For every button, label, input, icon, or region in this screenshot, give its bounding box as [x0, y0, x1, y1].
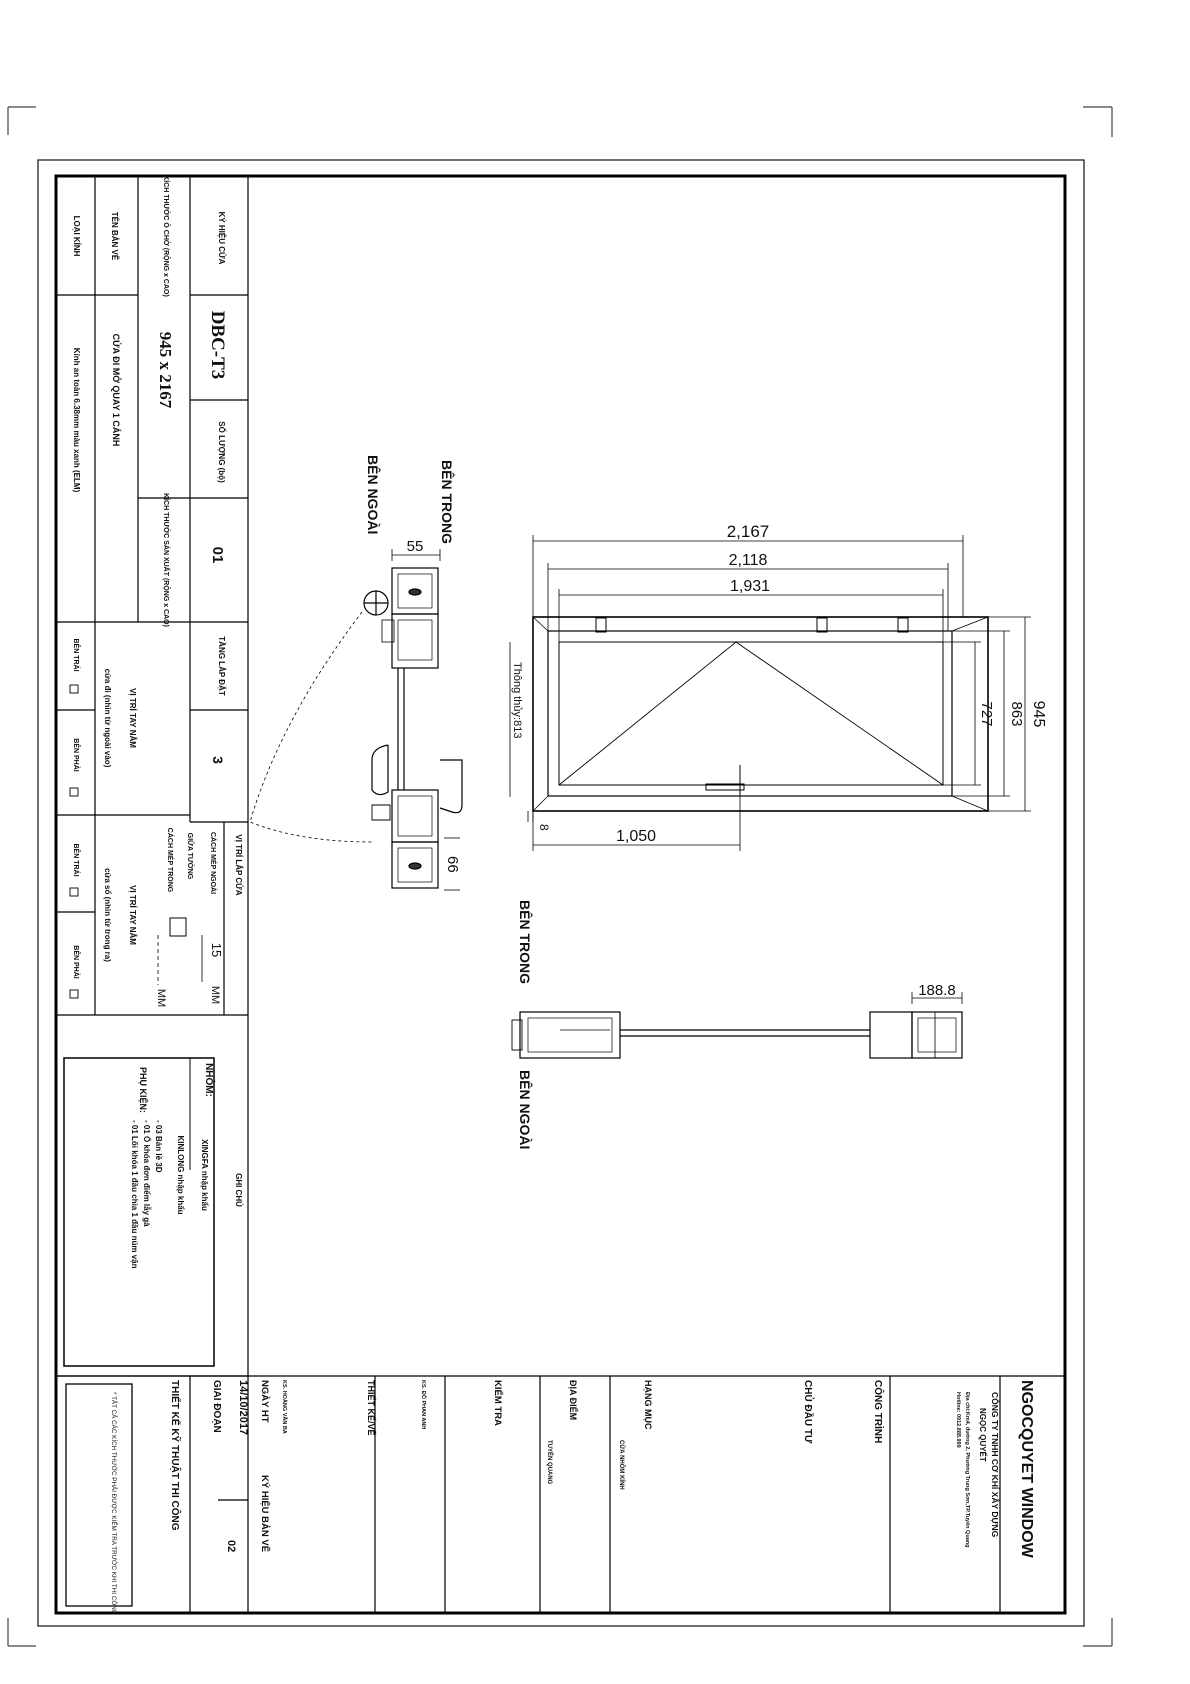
- notes-label: GHI CHÚ: [234, 1173, 243, 1207]
- date-value: 14/10/2017: [237, 1380, 249, 1436]
- wall-center-checkbox[interactable]: [170, 918, 186, 936]
- spec-table-texts: [72, 175, 243, 1268]
- door-code-label: KÝ HIỆU CỬA: [217, 211, 226, 265]
- window-left-checkbox[interactable]: [70, 888, 78, 896]
- unit-mm-2: MM: [155, 988, 167, 1008]
- item-value: CỬA NHÔM KÍNH: [618, 1440, 624, 1490]
- inner-border: [56, 176, 1065, 1613]
- company-address: Địa chỉ:Km4, đường 2, Phường Trung Sơn,TP.Tuyên Quang: [964, 1392, 970, 1548]
- phase-value: THIẾT KẾ KỸ THUẬT THI CÔNG: [169, 1380, 180, 1531]
- floor-label: TẦNG LẮP ĐẶT: [217, 636, 226, 696]
- check-label: KIỂM TRA: [492, 1380, 503, 1426]
- dim-2167: 2,167: [726, 522, 770, 541]
- hardware-brand: KINLONG nhập khẩu: [176, 1135, 185, 1215]
- outer-frame: [533, 617, 988, 811]
- door-right-label: BÊN PHẢI: [72, 738, 79, 772]
- sheet-label: KÝ HIỆU BẢN VẼ: [259, 1475, 270, 1553]
- handle-view-door: cửa đi (nhìn từ ngoài vào): [103, 668, 112, 768]
- sash-frame: [548, 631, 952, 796]
- opening-size: 945 x 2167: [156, 331, 175, 409]
- hinge-marks: [596, 618, 908, 632]
- dim-8: 8: [537, 824, 551, 831]
- handle-pos-label: VỊ TRÍ TAY NẮM: [128, 688, 137, 748]
- floor-value: 3: [210, 756, 226, 764]
- dim-1931: 1,931: [729, 578, 771, 595]
- dim-188-8: 188.8: [918, 982, 956, 999]
- aluminium-value: XINGFA nhập khẩu: [200, 1139, 209, 1211]
- dim-2118: 2,118: [728, 552, 768, 569]
- door-left-checkbox[interactable]: [70, 685, 78, 693]
- outside-label-top: BÊN NGOÀI: [365, 455, 381, 535]
- qty-value: 01: [209, 546, 226, 564]
- outside-offset: 15: [209, 942, 224, 958]
- glass-label: LOẠI KÍNH: [72, 215, 81, 257]
- dim-66: 66: [444, 856, 461, 873]
- dim-1050: 1,050: [615, 828, 657, 845]
- owner-label: CHỦ ĐẦU TƯ: [802, 1380, 813, 1444]
- inside-label-top: BÊN TRONG: [439, 460, 455, 544]
- glass-area: [559, 642, 943, 785]
- title-block: [56, 1376, 1065, 1613]
- inside-offset-label: CÁCH MÉP TRONG: [166, 827, 173, 893]
- location-label: ĐỊA ĐIỂM: [568, 1380, 578, 1421]
- dim-945: 945: [1030, 700, 1047, 728]
- outside-offset-label: CÁCH MÉP NGOÀI: [209, 831, 216, 895]
- top-section: [250, 538, 462, 890]
- install-label: VỊ TRÍ LẮP CỬA: [234, 834, 243, 896]
- check-name: KS. ĐỖ PHAN ANH: [420, 1380, 426, 1430]
- outside-label-bottom: BÊN NGOÀI: [517, 1070, 533, 1150]
- swing-arc: [250, 612, 372, 842]
- drawing-name-label: TÊN BẢN VẼ: [110, 211, 119, 261]
- opening-size-label: KÍCH THƯỚC Ô CHỜ (RỘNG x CAO): [162, 175, 169, 297]
- design-name: KS. HOÀNG VĂN BA: [281, 1380, 287, 1434]
- accessory-1: - 03 Bản lề 3D: [154, 1120, 163, 1173]
- dim-727: 727: [978, 701, 995, 727]
- dim-55: 55: [406, 538, 424, 555]
- check-note: [110, 1392, 120, 1615]
- company-hotline: Hotline: 0912.888.999: [955, 1392, 961, 1448]
- check-note-line: * TẤT CẢ CÁC KÍCH THƯỚC PHẢI ĐƯỢC KIỂM TRA TRƯỚC KHI THI CÔNG: [110, 1392, 117, 1615]
- aluminium-label: NHÔM:: [203, 1063, 214, 1097]
- handle-view-window: cửa sổ (nhìn từ trong ra): [103, 868, 112, 962]
- clear-width-label: Thông thủy:813: [511, 662, 523, 739]
- door-left-label: BÊN TRÁI: [72, 638, 79, 672]
- door-right-checkbox[interactable]: [70, 788, 78, 796]
- title-block-texts: [110, 1380, 1035, 1615]
- glass-value: Kính an toàn 6.38mm màu xanh (ELM): [72, 347, 81, 493]
- location-value: TUYÊN QUANG: [546, 1440, 552, 1485]
- accessories-label: PHỤ KIỆN:: [138, 1066, 148, 1114]
- door-code: DBC-T3: [207, 310, 228, 380]
- inside-label-bottom: BÊN TRONG: [517, 900, 533, 984]
- prod-size-label: KÍCH THƯỚC SẢN XUẤT (RỘNG x CAO): [162, 493, 169, 627]
- window-right-checkbox[interactable]: [70, 990, 78, 998]
- top-section-labels: [365, 455, 456, 544]
- unit-mm-1: MM: [209, 985, 221, 1005]
- item-label: HẠNG MỤC: [643, 1380, 653, 1430]
- accessory-2: - 01 Ổ khóa đơn điểm lẫy gà: [142, 1120, 151, 1227]
- brand-name: NGOCQUYET WINDOW: [1018, 1380, 1035, 1558]
- handle-pos-label-2: VỊ TRÍ TAY NẮM: [128, 885, 137, 945]
- design-label: THIẾT KẾ/VẼ: [366, 1380, 376, 1436]
- company-name: CÔNG TY TNHH CƠ KHÍ XÂY DỰNG: [990, 1392, 1000, 1538]
- qty-label: SỐ LƯỢNG (bộ): [217, 421, 226, 483]
- bottom-section: [512, 982, 962, 1058]
- window-right-label: BÊN PHẢI: [72, 945, 79, 979]
- phase-label: GIAI ĐOẠN: [211, 1380, 222, 1433]
- sheet-value: 02: [225, 1540, 237, 1553]
- dim-863: 863: [1008, 701, 1025, 727]
- elevation-dimensions: [510, 535, 1031, 851]
- project-label: CÔNG TRÌNH: [872, 1380, 883, 1444]
- company-name-2: NGỌC QUYẾT: [978, 1408, 987, 1462]
- accessory-3: - 01 Lõi khóa 1 đầu chìa 1 đầu núm vặn: [130, 1120, 139, 1269]
- opening-indicator: [559, 642, 943, 785]
- outer-border: [38, 160, 1084, 1626]
- door-elevation: [533, 617, 988, 811]
- date-label: NGÀY HT: [259, 1380, 270, 1423]
- wall-center-label: GIỮA TƯỜNG: [186, 832, 193, 880]
- window-left-label: BÊN TRÁI: [72, 843, 79, 877]
- drawing-name: CỬA ĐI MỞ QUAY 1 CÁNH: [111, 333, 121, 447]
